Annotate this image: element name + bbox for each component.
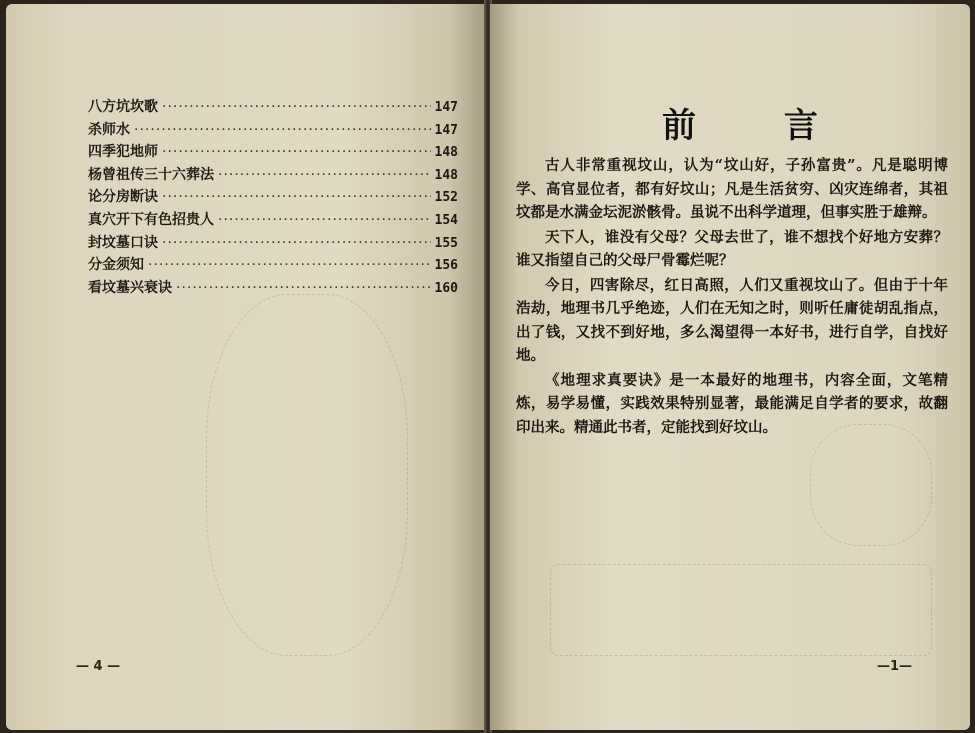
toc-entry-title: 八方坑坎歌 [88, 99, 158, 115]
toc-entry[interactable] [88, 254, 458, 277]
toc-entry-page: 147 [434, 100, 458, 115]
page-title: 前 言 [662, 106, 856, 146]
left-page [6, 4, 486, 730]
preface-paragraph: 《地理求真要诀》是一本最好的地理书，内容全面，文笔精炼，易学易懂，实践效果特别显著，最能满足自学者的要求，故翻印出来。精通此书者，定能找到好坟山。 [516, 371, 948, 436]
toc-entry[interactable] [88, 209, 458, 232]
right-page [490, 4, 970, 730]
toc-leader-dots [148, 257, 431, 273]
toc-entry[interactable] [88, 277, 458, 300]
preface-paragraph: 今日，四害除尽，红日高照，人们又重视坟山了。但由于十年浩劫，地理书几乎绝迹，人们在无知之时，则听任庸徒胡乱指点，出了钱，又找不到好地，多么渴望得一本好书，进行自学，自找好地。 [516, 276, 948, 364]
toc-leader-dots [218, 167, 431, 183]
toc-entry[interactable] [88, 96, 458, 119]
toc-entry-title: 封坟墓口诀 [88, 234, 158, 251]
preface-paragraph: 天下人，谁没有父母？父母去世了，谁不想找个好地方安葬？谁又指望自己的父母尸骨霉烂呢？ [516, 228, 948, 269]
toc-entry-page: 155 [434, 235, 458, 251]
toc-entry-page: 152 [434, 190, 458, 206]
toc-entry-title: 四季犯地师 [88, 144, 158, 161]
toc-entry-title: 杨曾祖传三十六葬法 [88, 166, 214, 183]
toc-leader-dots [162, 235, 431, 251]
bleed-through-shadow [206, 294, 408, 656]
toc-entry[interactable] [88, 141, 458, 164]
toc-entry-title: 真穴开下有色招贵人 [88, 211, 214, 228]
toc-leader-dots [162, 144, 431, 160]
toc-entry[interactable] [88, 119, 458, 142]
table-of-contents [88, 96, 458, 299]
page-number: —1— [876, 659, 912, 674]
toc-entry-page: 160 [434, 280, 458, 296]
toc-leader-dots [176, 280, 431, 296]
toc-entry-page: 148 [434, 167, 458, 183]
toc-leader-dots [162, 99, 431, 115]
toc-leader-dots [218, 212, 431, 228]
toc-entry-page: 154 [434, 212, 458, 228]
bleed-through-text-block [550, 564, 932, 656]
toc-entry[interactable] [88, 186, 458, 209]
toc-entry-title: 杀师水 [88, 121, 130, 138]
toc-entry-title: 分金须知 [88, 257, 144, 274]
toc-entry[interactable] [88, 232, 458, 255]
preface-paragraph: 古人非常重视坟山，认为“坟山好，子孙富贵”。凡是聪明博学、高官显位者，都有好坟山；凡是生活贫穷、凶灾连绵者，其祖坟都是水满金坛泥淤骸骨。虽说不出科学道理，但事实胜于雄辩。 [516, 157, 948, 221]
toc-entry[interactable] [88, 164, 458, 187]
toc-entry-title: 论分房断诀 [88, 189, 158, 206]
toc-leader-dots [134, 122, 431, 138]
toc-leader-dots [162, 189, 431, 205]
toc-entry-page: 147 [434, 122, 458, 138]
page-number: — 4 — [76, 659, 121, 674]
bleed-through-illustration [810, 424, 932, 546]
toc-entry-page: 156 [434, 258, 458, 274]
toc-entry-page: 148 [434, 145, 458, 161]
preface-body [516, 154, 948, 440]
toc-entry-title: 看坟墓兴衰诀 [88, 279, 172, 296]
